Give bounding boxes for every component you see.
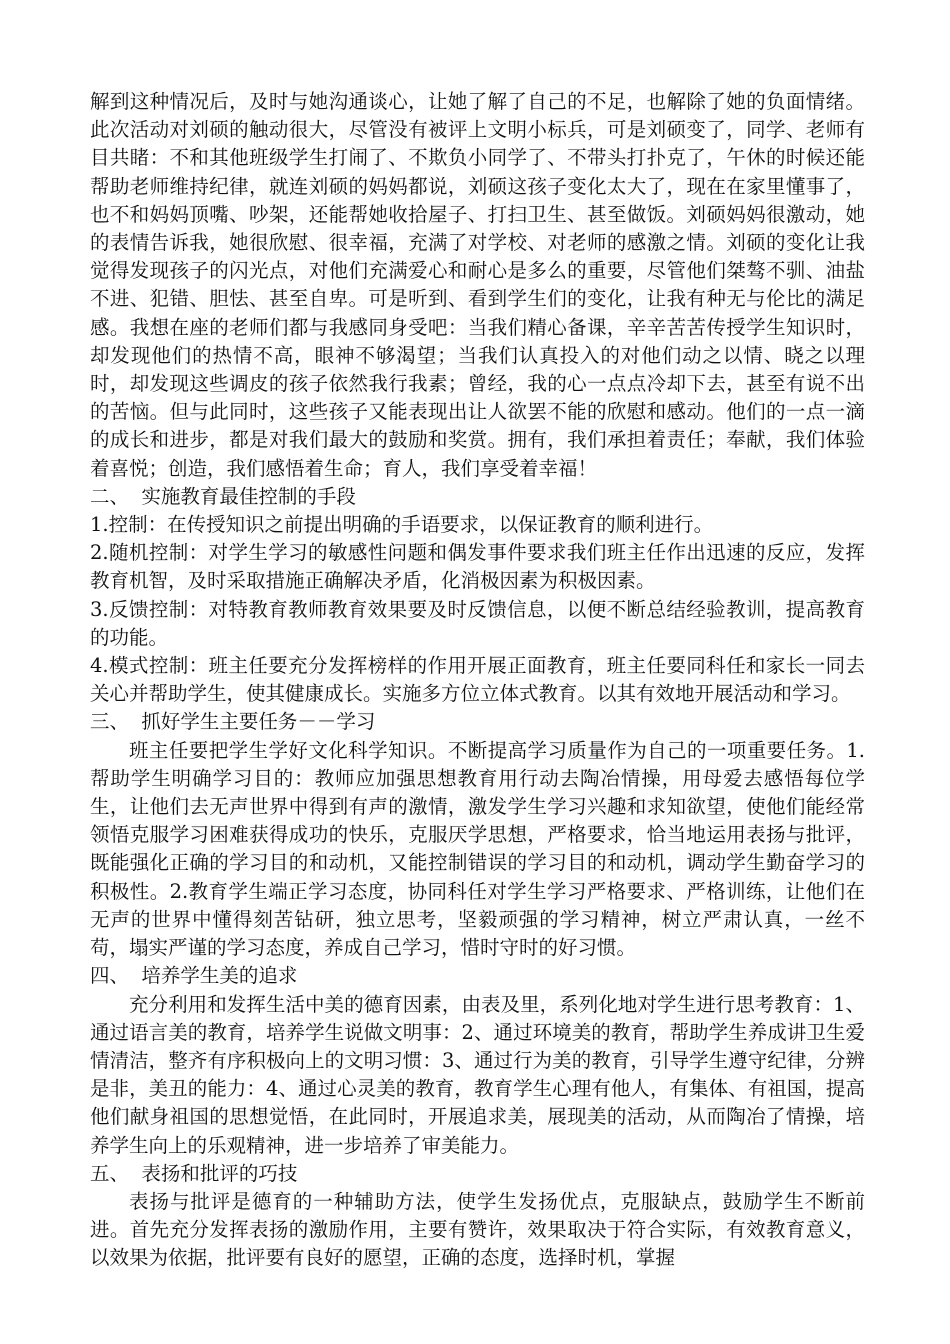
body-paragraph: 2.随机控制：对学生学习的敏感性问题和偶发事件要求我们班主任作出迅速的反应，发挥教育机智，及时采取措施正确解决矛盾，化消极因素为积极因素。 — [90, 541, 865, 593]
section-heading: 四、 培养学生美的追求 — [90, 964, 298, 988]
body-paragraph: 表扬与批评是德育的一种辅助方法，使学生发扬优点，克服缺点，鼓励学生不断前进。首先充分发挥表扬的激励作用，主要有赞许，效果取决于符合实际，有效教育意义，以效果为依据，批评要有良好的愿望，正确的态度，选择时机，掌握 — [90, 1189, 865, 1270]
section-heading: 二、 实施教育最佳控制的手段 — [90, 484, 356, 508]
body-paragraph: 1.控制：在传授知识之前提出明确的手语要求，以保证教育的顺利进行。 — [90, 513, 714, 537]
section-heading: 五、 表扬和批评的巧技 — [90, 1161, 298, 1185]
section-heading: 三、 抓好学生主要任务－－学习 — [90, 710, 376, 734]
body-paragraph: 3.反馈控制：对特教育教师教育效果要及时反馈信息，以便不断总结经验教训，提高教育的功能。 — [90, 597, 865, 649]
body-paragraph: 班主任要把学生学好文化科学知识。不断提高学习质量作为自己的一项重要任务。1.帮助学生明确学习目的：教师应加强思想教育用行动去陶冶情操，用母爱去感悟每位学生，让他们去无声世界中得到有声的激情，激发学生学习兴趣和求知欲望，使他们能经常领悟克服学习困难获得成功的快乐，克服厌学思想，严格要求，恰当地运用表扬与批评，既能强化正确的学习目的和动机，又能控制错误的学习目的和动机，调动学生勤奋学习的积极性。2.教育学生端正学习态度，协同科任对学生学习严格要求、严格训练，让他们在无声的世界中懂得刻苦钻研，独立思考，坚毅顽强的学习精神，树立严肃认真，一丝不苟，塌实严谨的学习态度，养成自己学习，惜时守时的好习惯。 — [90, 738, 865, 960]
body-paragraph: 解到这种情况后，及时与她沟通谈心，让她了解了自己的不足，也解除了她的负面情绪。此次活动对刘硕的触动很大，尽管没有被评上文明小标兵，可是刘硕变了，同学、老师有目共睹：不和其他班级学生打闹了、不欺负小同学了、不带头打扑克了，午休的时候还能帮助老师维持纪律，就连刘硕的妈妈都说，刘硕这孩子变化太大了，现在在家里懂事了，也不和妈妈顶嘴、吵架，还能帮她收拾屋子、打扫卫生、甚至做饭。刘硕妈妈很激动，她的表情告诉我，她很欣慰、很幸福，充满了对学校、对老师的感激之情。刘硕的变化让我觉得发现孩子的闪光点，对他们充满爱心和耐心是多么的重要，尽管他们桀骜不驯、油盐不进、犯错、胆怯、甚至自卑。可是听到、看到学生们的变化，让我有种无与伦比的满足感。我想在座的老师们都与我感同身受吧：当我们精心备课，辛辛苦苦传授学生知识时，却发现他们的热情不高，眼神不够渴望；当我们认真投入的对他们动之以情、晓之以理时，却发现这些调皮的孩子依然我行我素；曾经，我的心一点点冷却下去，甚至有说不出的苦恼。但与此同时，这些孩子又能表现出让人欲罢不能的欣慰和感动。他们的一点一滴的成长和进步，都是对我们最大的鼓励和奖赏。拥有，我们承担着责任；奉献，我们体验着喜悦；创造，我们感悟着生命；育人，我们享受着幸福！ — [90, 90, 865, 480]
body-paragraph: 4.模式控制：班主任要充分发挥榜样的作用开展正面教育，班主任要同科任和家长一同去关心并帮助学生，使其健康成长。实施多方位立体式教育。以其有效地开展活动和学习。 — [90, 654, 865, 706]
document-page — [90, 88, 865, 1273]
body-paragraph: 充分利用和发挥生活中美的德育因素，由表及里，系列化地对学生进行思考教育：1、通过语言美的教育，培养学生说做文明事：2、通过环境美的教育，帮助学生养成讲卫生爱情清洁，整齐有序积极向上的文明习惯：3、通过行为美的教育，引导学生遵守纪律，分辨是非，美丑的能力：4、通过心灵美的教育，教育学生心理有他人，有集体、有祖国，提高他们献身祖国的思想觉悟，在此同时，开展追求美，展现美的活动，从而陶冶了情操，培养学生向上的乐观精神，进一步培养了审美能力。 — [90, 992, 865, 1157]
